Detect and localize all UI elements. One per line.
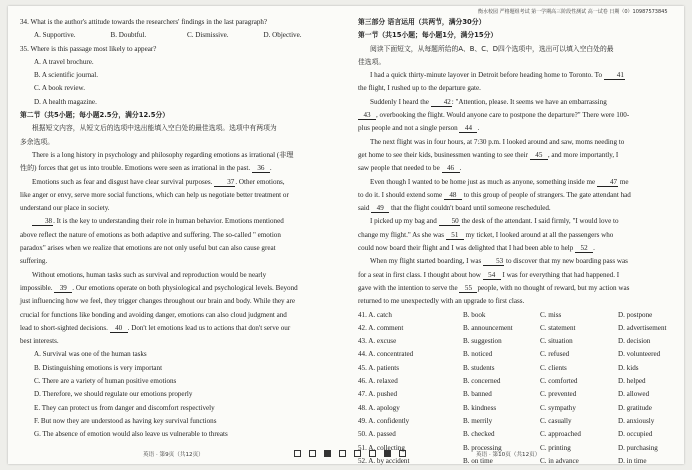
answer-row-label-option-a: 48. A. apology — [358, 403, 400, 412]
passage-line: When my flight started boarding, I was 53 to discover that my new boarding pass was — [370, 257, 628, 266]
answer-row-label-option-a: 51. A. collecting — [358, 443, 405, 452]
passage-line: get home to see their kids, businessmen wanting to see their 45 , and more importantly, I — [358, 150, 619, 159]
blank-42[interactable]: 42 — [431, 98, 452, 107]
passage-line: said 49 that the flight couldn't board until someone rescheduled. — [358, 204, 551, 213]
passage-line: gave with the intention to serve the 55 people, with no thought of reward, but my action was — [358, 283, 630, 292]
right-page — [358, 16, 676, 468]
blank-54[interactable]: 54 — [483, 271, 501, 280]
right-page-footer: 英语 · 第10页（共12页） — [476, 452, 541, 458]
filled-square-icon — [324, 450, 331, 457]
passage-line: understand our place in society. — [20, 204, 110, 213]
q34-option-b: B. Doubtful. — [110, 31, 147, 40]
passage-line: impossible. 39 . Our emotions operate on both physiological and psychological levels. Beyond — [20, 283, 298, 292]
answer-option-b: B. on time — [463, 456, 493, 465]
answer-row-label-option-a: 44. A. concentrated — [358, 350, 414, 359]
passage-line: 43 , overbooking the flight. Would anyone care to postpone the departure?" There were 100- — [358, 109, 676, 122]
blank-36[interactable]: 36 — [252, 164, 270, 173]
blank-46[interactable]: 46 — [442, 164, 460, 173]
passage-line: change my flight." As she was 51 my ticket, I looked around at all the passengers who — [358, 230, 614, 239]
answer-option-d: D. occupied — [618, 430, 653, 439]
square-icon — [309, 450, 316, 457]
q34-option-a: A. Supportive. — [34, 31, 76, 40]
passage-line: I had a quick thirty-minute layover in Detroit before heading home to Toronto. To 41 — [370, 71, 624, 80]
passage-line: Emotions such as fear and disgust have clear survival purposes. 37. Other emotions, — [32, 177, 285, 186]
answer-option-c: C. statement — [540, 323, 576, 332]
answer-option-c: C. approached — [540, 430, 581, 439]
choice-g: G. The absence of emotion would also leave us vulnerable to threats — [34, 430, 228, 439]
passage-line: just influencing how we feel, they trigger changes throughout our brain and body. While they are — [20, 297, 296, 306]
square-icon — [339, 450, 346, 457]
passage-line: paradox" arises when we realize that emotions are not only useful but can also cause great — [20, 244, 276, 253]
q34-option-c: C. Dismissive. — [187, 31, 229, 40]
answer-option-c: C. sympathy — [540, 403, 576, 412]
answer-row-label-option-a: 50. A. passed — [358, 430, 396, 439]
passage-line: 性的) forces that get us into trouble. Emotions were seen as irrational in the past. 36 . — [20, 164, 272, 173]
answer-option-d: D. anxiously — [618, 416, 655, 425]
blank-41[interactable]: 41 — [604, 71, 625, 80]
blank-51[interactable]: 51 — [446, 231, 464, 240]
answer-option-d: D. purchasing — [618, 443, 658, 452]
answer-row-label-option-a: 42. A. comment — [358, 323, 404, 332]
answer-row-label-option-a: 41. A. catch — [358, 310, 392, 319]
q34-stem: 34. What is the author's attitude towards the researchers' findings in the last paragraph? — [20, 18, 268, 26]
passage-line: saw people that needed to be 46 . — [358, 164, 462, 173]
answer-option-c: C. clients — [540, 363, 567, 372]
section1-instruction: 阅读下面短文，从每题所给的A、B、C、D四个选项中，选出可以填入空白处的最 — [370, 44, 614, 53]
section1-instruction-cont: 佳选项。 — [358, 57, 386, 66]
answer-row-label-option-a: 49. A. confidently — [358, 416, 410, 425]
answer-option-b: B. students — [463, 363, 495, 372]
blank-40[interactable]: 40 — [110, 324, 128, 333]
blank-52[interactable]: 52 — [575, 244, 593, 253]
part3-title: 第三部分 语言运用（共两节，满分30分） — [358, 18, 486, 26]
answer-option-b: B. merrily — [463, 416, 493, 425]
q35-stem: 35. Where is this passage most likely to appear? — [20, 44, 157, 53]
q34-option-d: D. Objective. — [263, 31, 302, 40]
passage-line: like anger or envy, serve more social functions, which can help us negotiate better treatment or — [20, 190, 289, 199]
passage-line: lead to short-sighted decisions. 40 . Don't let emotions lead us to actions that don't serve our — [20, 323, 291, 332]
q35-option-d: D. A health magazine. — [34, 97, 97, 106]
answer-row-label-option-a: 52. A. by accident — [358, 456, 410, 465]
answer-option-d: D. kids — [618, 363, 639, 372]
blank-48[interactable]: 48 — [444, 191, 462, 200]
blank-53[interactable]: 53 — [483, 257, 504, 266]
answer-row-label-option-a: 43. A. excuse — [358, 337, 397, 346]
passage-line: best interests. — [20, 337, 59, 346]
answer-option-d: D. advertisement — [618, 323, 667, 332]
square-icon — [294, 450, 301, 457]
left-page — [20, 16, 340, 442]
answer-option-c: C. prevented — [540, 390, 577, 399]
passage-line: Without emotions, human tasks such as survival and reproduction would be nearly — [32, 270, 267, 279]
passage-line: above reflect the nature of emotions as both adaptive and suffering. The so-called " emotion — [20, 230, 281, 239]
blank-47[interactable]: 47 — [597, 178, 618, 187]
exam-sheet — [8, 6, 684, 464]
page-header: 衡水校园 严格题组考试 第一学期高三阶段性测试 高一试卷 日期（0）10987573845 — [478, 9, 668, 15]
passage-line: I picked up my bag and 50 the desk of the attendant. I said firmly, "I would love to — [370, 217, 619, 226]
blank-55[interactable]: 55 — [459, 284, 477, 293]
passage-line: could now board their flight and I was delighted that I had been able to help 52 . — [358, 244, 595, 253]
answer-row-label-option-a: 47. A. pushed — [358, 390, 398, 399]
answer-option-d: D. volunteered — [618, 350, 661, 359]
q35-option-a: A. A travel brochure. — [34, 57, 94, 66]
answer-option-c: C. in advance — [540, 456, 579, 465]
answer-option-c: C. printing — [540, 443, 571, 452]
passage-line: 38. It is the key to understanding their role in human behavior. Emotions mentioned — [20, 215, 340, 228]
answer-option-c: C. refused — [540, 350, 570, 359]
blank-43[interactable]: 43 — [358, 111, 376, 120]
answer-option-b: B. processing — [463, 443, 502, 452]
passage-line: Suddenly I heard the 42: "Attention, please. It seems we have an embarrassing — [370, 97, 607, 106]
choice-b: B. Distinguishing emotions is very important — [34, 363, 163, 372]
answer-option-d: D. gratitude — [618, 403, 652, 412]
passage-line: There is a long history in psychology and philosophy regarding emotions as irrational (非理 — [32, 150, 294, 159]
answer-option-d: D. postpone — [618, 310, 653, 319]
answer-option-b: B. noticed — [463, 350, 493, 359]
blank-39[interactable]: 39 — [54, 284, 72, 293]
answer-option-c: C. comforted — [540, 377, 578, 386]
answer-option-b: B. suggestion — [463, 337, 502, 346]
blank-50[interactable]: 50 — [439, 217, 460, 226]
passage-line: for a seat in first class. I thought about how 54 I was for everything that had happened. I — [358, 270, 620, 279]
answer-option-b: B. announcement — [463, 323, 513, 332]
choice-f: F. But now they are understood as having key survival functions — [34, 416, 217, 425]
left-page-footer: 英语 · 第9页（共12页） — [143, 452, 204, 458]
section1-title: 第一节（共15小题；每小题1分，满分15分） — [358, 31, 498, 40]
blank-38[interactable]: 38 — [32, 217, 53, 226]
answer-option-d: D. allowed — [618, 390, 650, 399]
answer-option-d: D. helped — [618, 377, 646, 386]
blank-44[interactable]: 44 — [459, 124, 477, 133]
answer-options-grid — [358, 309, 676, 469]
answer-row-label-option-a: 45. A. patients — [358, 363, 399, 372]
answer-option-d: D. decision — [618, 337, 651, 346]
q35-option-c: C. A book review. — [34, 84, 85, 93]
section2-instruction-cont: 多余选项。 — [20, 137, 54, 146]
answer-option-c: C. casually — [540, 416, 572, 425]
answer-option-b: B. concerned — [463, 377, 501, 386]
blank-37[interactable]: 37 — [214, 178, 235, 187]
answer-option-d: D. in time — [618, 456, 647, 465]
q35-option-b: B. A scientific journal. — [34, 71, 99, 80]
passage-line: plus people and not a single person 44 . — [358, 124, 480, 133]
passage-line: Even though I wanted to be home just as much as anyone, something inside me 47 me — [370, 177, 629, 186]
passage-line: to do it. I should extend some 48 to this group of people of strangers. The gate attendant had — [358, 190, 631, 199]
answer-row-label-option-a: 46. A. relaxed — [358, 377, 398, 386]
answer-option-b: B. book — [463, 310, 486, 319]
choice-e: E. They can protect us from danger and discomfort respectively — [34, 403, 215, 412]
answer-option-c: C. miss — [540, 310, 562, 319]
section2-instruction: 根据短文内容，从短文后的选项中选出能填入空白处的最佳选项。选项中有两项为 — [32, 124, 277, 133]
answer-option-c: C. situation — [540, 337, 573, 346]
answer-option-b: B. checked — [463, 430, 495, 439]
passage-line: suffering. — [20, 257, 48, 266]
answer-option-b: B. kindness — [463, 403, 497, 412]
q34-options — [20, 29, 340, 42]
passage-line: returned to me unexpectedly with an upgrade to first class. — [358, 297, 525, 306]
section2-title: 第二节（共5小题；每小题2.5分，满分12.5分） — [20, 111, 170, 120]
answer-option-b: B. banned — [463, 390, 492, 399]
choice-c: C. There are a variety of human positive emotions — [34, 377, 177, 386]
passage-line: the flight, I rushed up to the departure gate. — [358, 84, 481, 93]
passage-line: The next flight was in four hours, at 7:30 p.m. I looked around and saw, moms needing to — [370, 137, 625, 146]
choice-d: D. Therefore, we should regulate our emotions properly — [34, 390, 193, 399]
choice-a: A. Survival was one of the human tasks — [34, 350, 147, 359]
blank-45[interactable]: 45 — [530, 151, 548, 160]
passage-line: crucial for functions like bonding and avoiding danger, emotions can also cloud judgment and — [20, 310, 287, 319]
blank-49[interactable]: 49 — [371, 204, 389, 213]
